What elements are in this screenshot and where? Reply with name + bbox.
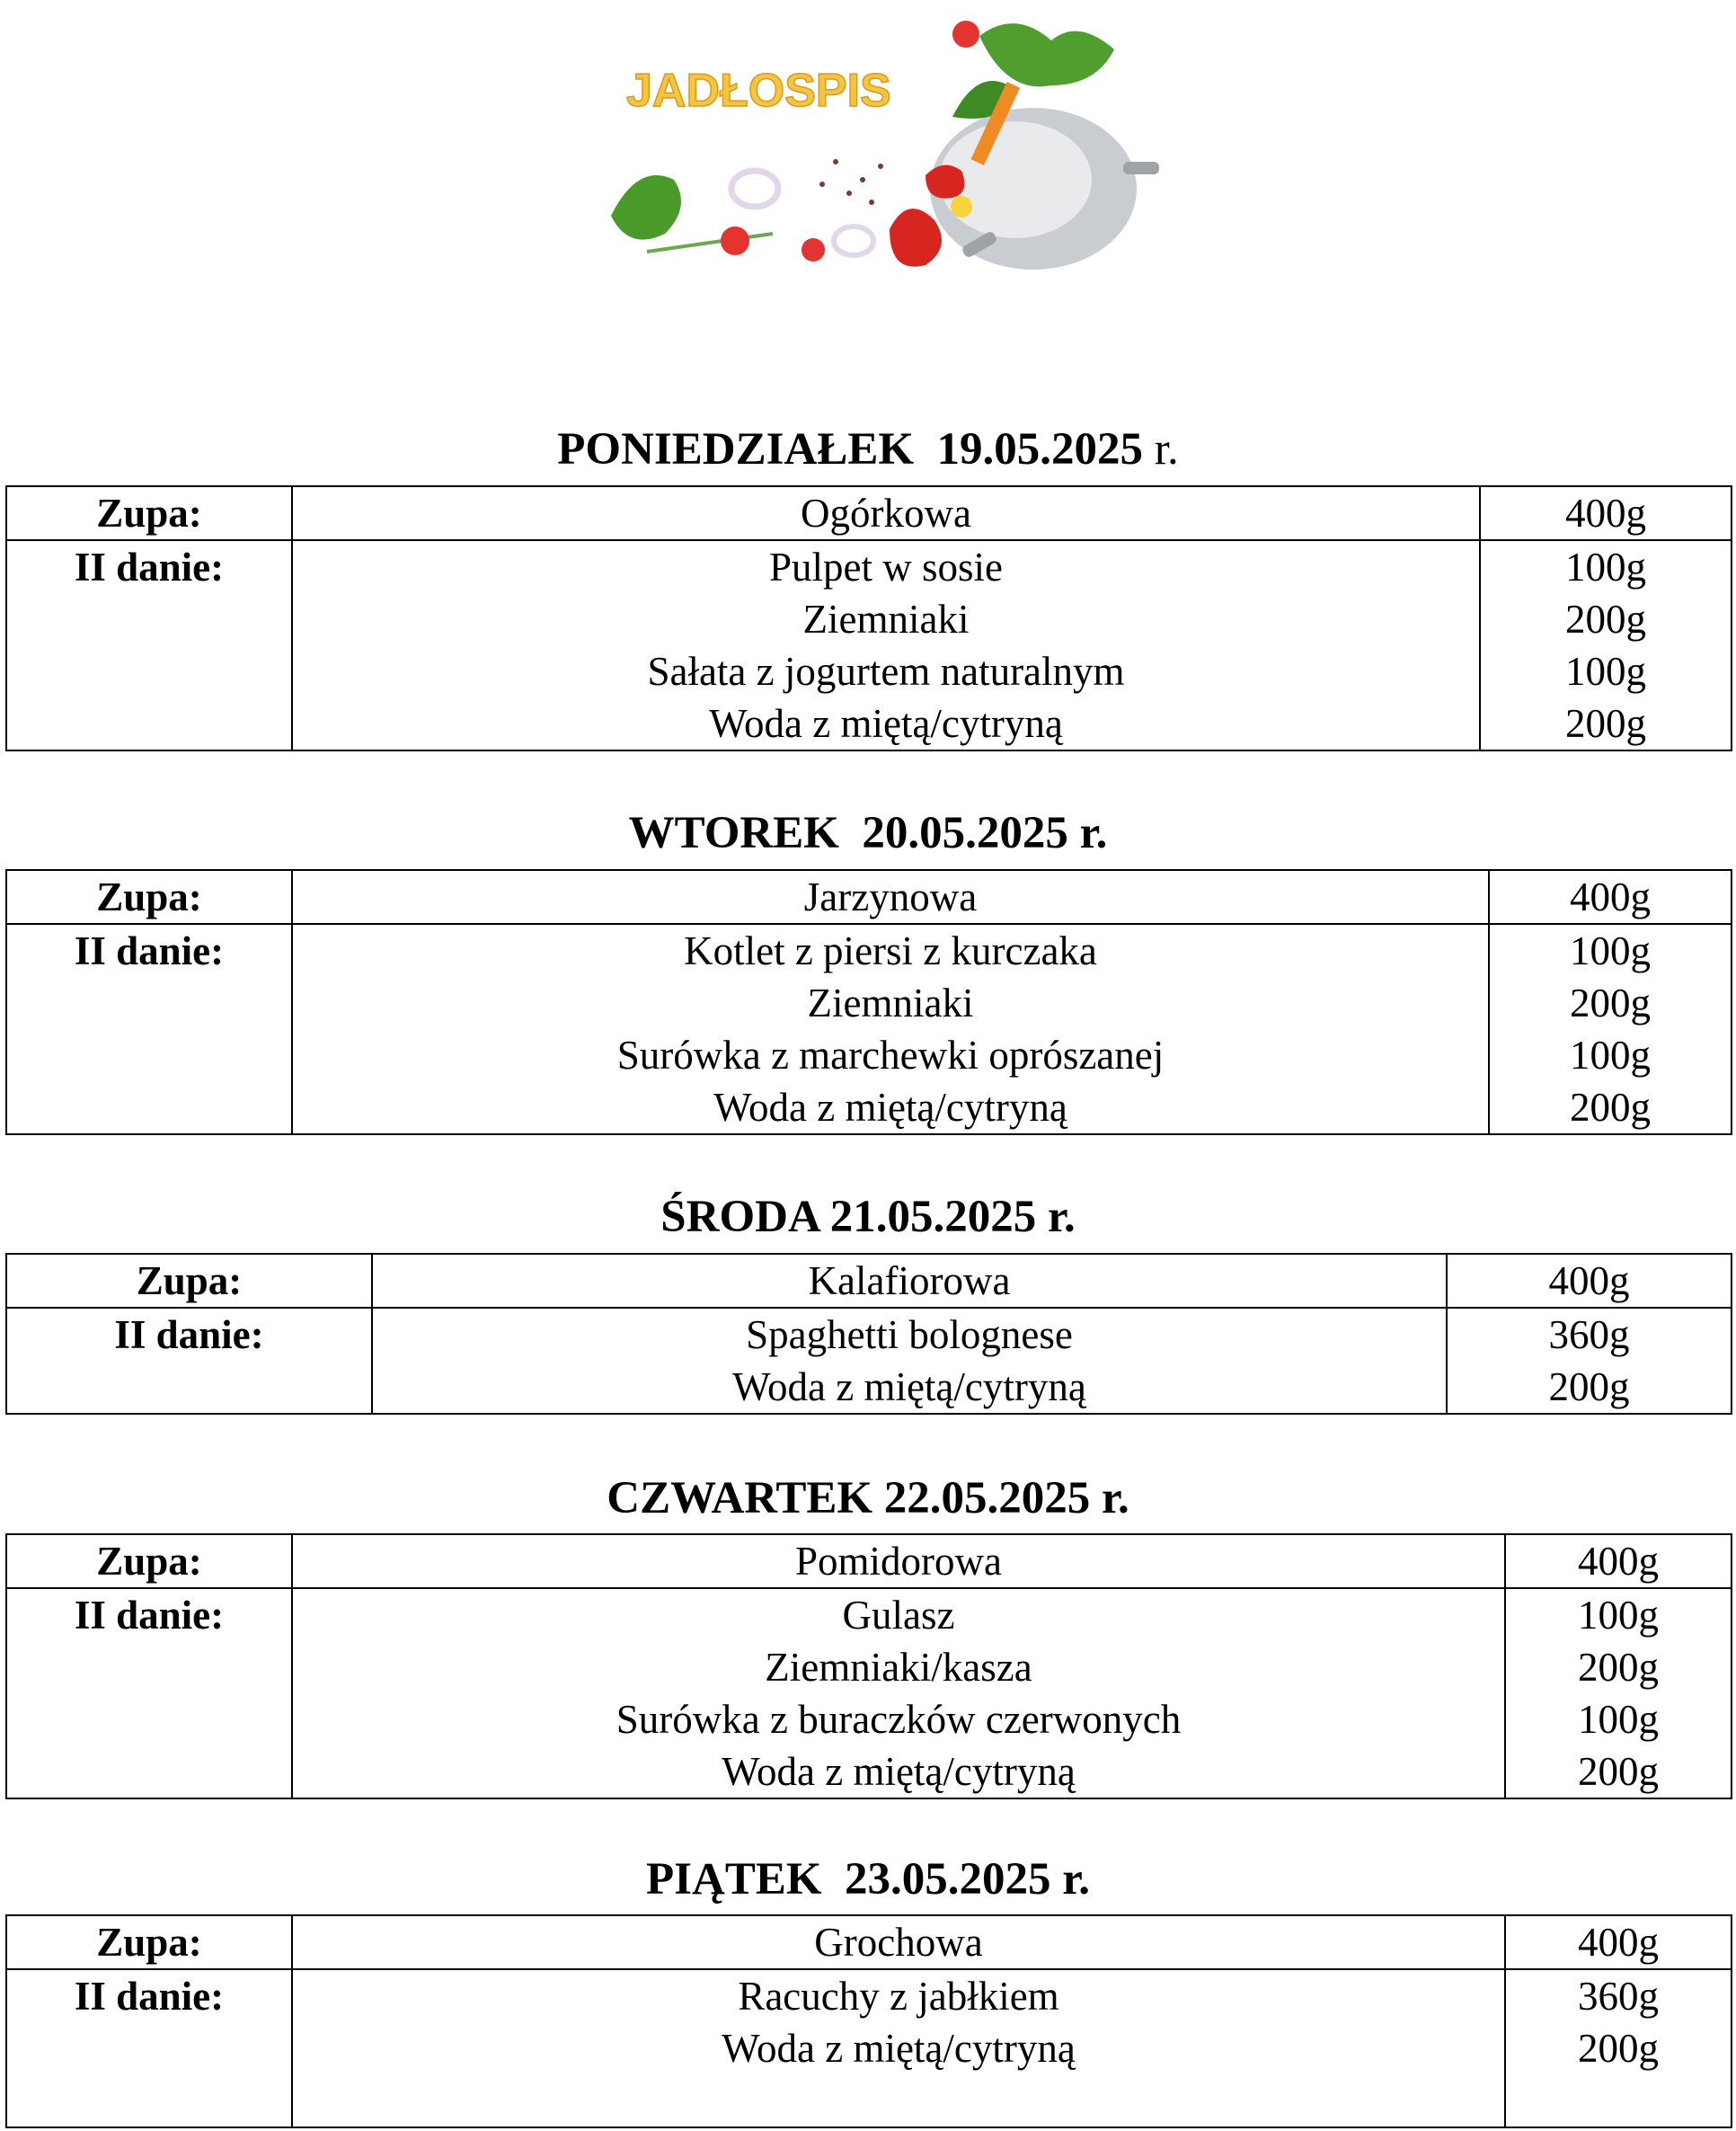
- dish-weight: 100g: [1570, 928, 1651, 973]
- soup-name: Kalafiorowa: [372, 1254, 1447, 1308]
- day-title: PONIEDZIAŁEK 19.05.2025 r.: [557, 424, 1179, 475]
- soup-label: Zupa:: [6, 1915, 292, 1969]
- main-course-items: [292, 1969, 1505, 2127]
- menu-table: [5, 1914, 1732, 2128]
- dish-weight: 200g: [1578, 1749, 1659, 1794]
- main-course-label: II danie:: [6, 1969, 292, 2127]
- soup-weight: 400g: [1505, 1915, 1732, 1969]
- soup-weight: 400g: [1489, 870, 1732, 924]
- main-course-weights: [1505, 1969, 1732, 2127]
- soup-label: Zupa:: [6, 1254, 372, 1308]
- main-course-items: [292, 1588, 1505, 1798]
- soup-name: Jarzynowa: [292, 870, 1489, 924]
- main-course-row: [6, 924, 1732, 1134]
- soup-row: [6, 1915, 1732, 1969]
- dish-name: Woda z miętą/cytryną: [709, 701, 1063, 746]
- dish-name: Kotlet z piersi z kurczaka: [684, 928, 1097, 973]
- herbs-icon: [979, 23, 1114, 86]
- soup-name: Ogórkowa: [292, 486, 1480, 540]
- main-course-row: [6, 1308, 1732, 1414]
- dish-name: Ziemniaki: [807, 981, 974, 1026]
- main-course-items: [292, 924, 1489, 1134]
- main-course-label: II danie:: [6, 1588, 292, 1798]
- main-course-row: [6, 540, 1732, 750]
- dish-weight: 200g: [1548, 1364, 1630, 1409]
- main-course-weights: [1447, 1308, 1732, 1414]
- menu-table: [5, 485, 1732, 751]
- dish-weight: 100g: [1565, 649, 1646, 694]
- main-course-label: II danie:: [6, 540, 292, 750]
- dish-name: Racuchy z jabłkiem: [738, 1974, 1059, 2019]
- menu-table: [5, 869, 1732, 1135]
- pepper-icon: [890, 209, 942, 267]
- dish-weight: 100g: [1565, 545, 1646, 590]
- jadlospis-logo: [593, 0, 1177, 315]
- main-course-row: [6, 1969, 1732, 2127]
- main-course-items: [372, 1308, 1447, 1414]
- onion-ring-icon: [731, 171, 778, 207]
- main-course-row: [6, 1588, 1732, 1798]
- main-course-label: II danie:: [6, 1308, 372, 1414]
- dish-name: Sałata z jogurtem naturalnym: [647, 649, 1125, 694]
- dish-name: Surówka z buraczków czerwonych: [616, 1697, 1182, 1742]
- soup-weight: 400g: [1505, 1534, 1732, 1588]
- dish-name: Pulpet w sosie: [768, 545, 1003, 590]
- dish-name: Gulasz: [842, 1593, 955, 1638]
- soup-label: Zupa:: [6, 1534, 292, 1588]
- day-title: WTOREK 20.05.2025 r.: [628, 808, 1108, 858]
- soup-row: [6, 1254, 1732, 1308]
- dish-name: Woda z miętą/cytryną: [732, 1364, 1086, 1409]
- menu-table: [5, 1533, 1732, 1799]
- main-course-items: [292, 540, 1480, 750]
- dish-name: Ziemniaki/kasza: [765, 1645, 1032, 1690]
- main-course-weights: [1480, 540, 1732, 750]
- dish-weight: 200g: [1570, 1085, 1651, 1130]
- main-course-weights: [1505, 1588, 1732, 1798]
- dish-weight: 360g: [1578, 1974, 1659, 2019]
- day-title: CZWARTEK 22.05.2025 r.: [607, 1473, 1129, 1523]
- dish-weight: 200g: [1578, 2026, 1659, 2071]
- day-title: PIĄTEK 23.05.2025 r.: [645, 1854, 1090, 1905]
- soup-weight: 400g: [1447, 1254, 1732, 1308]
- main-course-label: II danie:: [6, 924, 292, 1134]
- dish-weight: 200g: [1565, 701, 1646, 746]
- main-course-weights: [1489, 924, 1732, 1134]
- dish-weight: 100g: [1578, 1593, 1659, 1638]
- dish-name: Woda z miętą/cytryną: [722, 1749, 1076, 1794]
- day-title: ŚRODA 21.05.2025 r.: [660, 1192, 1076, 1242]
- soup-name: Pomidorowa: [292, 1534, 1505, 1588]
- dish-name: Surówka z marchewki oprószanej: [616, 1033, 1165, 1078]
- tomato-icon: [952, 21, 979, 48]
- dish-weight: 100g: [1578, 1697, 1659, 1742]
- soup-row: [6, 1534, 1732, 1588]
- dish-weight: 360g: [1548, 1312, 1630, 1357]
- dish-name: Woda z miętą/cytryną: [722, 2026, 1076, 2071]
- dish-weight: 100g: [1570, 1033, 1651, 1078]
- dish-weight: 200g: [1578, 1645, 1659, 1690]
- soup-weight: 400g: [1480, 486, 1732, 540]
- soup-label: Zupa:: [6, 486, 292, 540]
- soup-name: Grochowa: [292, 1915, 1505, 1969]
- dish-weight: 200g: [1570, 981, 1651, 1026]
- dish-name: Woda z miętą/cytryną: [713, 1085, 1067, 1130]
- soup-label: Zupa:: [6, 870, 292, 924]
- logo-title: JADŁOSPIS: [626, 65, 891, 117]
- soup-row: [6, 486, 1732, 540]
- dish-name: Spaghetti bolognese: [746, 1312, 1073, 1357]
- menu-table: [5, 1253, 1732, 1415]
- dish-name: Ziemniaki: [802, 597, 970, 642]
- soup-row: [6, 870, 1732, 924]
- dish-weight: 200g: [1565, 597, 1646, 642]
